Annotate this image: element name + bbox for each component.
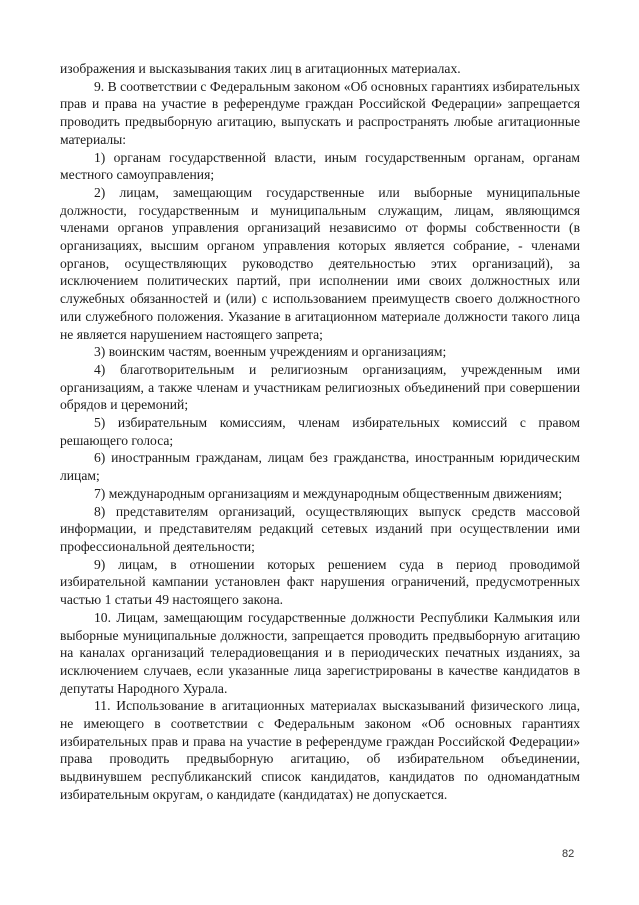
paragraph-subitem-2: 2) лицам, замещающим государственные или выборные муниципальные должности, государственным и муниципальным служащим, лицам, являющимся членами органов управления организаций независимо от формы собственности (в организациях, высшим органом управления которых является собрание, - членами органов, осуществляющих руководство деятельностью этих организаций), за исключением политических партий, при исполнении ими своих должностных или служебных обязанностей и (или) с использованием преимуществ своего должностного или служебного положения. Указание в агитационном материале должности такого лица не является нарушением настоящего запрета; xyxy=(60,184,580,342)
paragraph-subitem-9: 9) лицам, в отношении которых решением суда в период проводимой избирательной кампании установлен факт нарушения ограничений, предусмотренных частью 1 статьи 49 настоящего закона. xyxy=(60,556,580,608)
page-number: 82 xyxy=(562,848,575,860)
paragraph-subitem-3: 3) воинским частям, военным учреждениям и организациям; xyxy=(94,344,447,360)
paragraph-subitem-8: 8) представителям организаций, осуществляющих выпуск средств массовой информации, и представителям редакций сетевых изданий при осуществлении ими профессиональной деятельности; xyxy=(60,503,580,554)
paragraph-subitem-1: 1) органам государственной власти, иным государственным органам, органам местного самоуправления; xyxy=(60,149,580,183)
paragraph-subitem-5: 5) избирательным комиссиям, членам избирательных комиссий с правом решающего голоса; xyxy=(60,415,580,448)
paragraph-item-11: 11. Использование в агитационных материалах высказываний физического лица, не имеющего в соответствии с Федеральным законом «Об основных гарантиях избирательных прав и права на участие в референдуме граждан Российской Федерации» права проводить предвыборную агитацию, об избирательном объединении, выдвинувшем республиканский список кандидатов, кандидатов по одномандатным избирательным округам, о кандидате (кандидатах) не допускается. xyxy=(60,698,580,802)
paragraph-subitem-7: 7) международным организациям и международным общественным движениям; xyxy=(94,485,563,501)
paragraph-continuation: изображения и высказывания таких лиц в агитационных материалах. xyxy=(60,61,461,76)
paragraph-item-9: 9. В соответствии с Федеральным законом «Об основных гарантиях избирательных прав и права на участие в референдуме граждан Российской Федерации» запрещается проводить предвыборную агитацию, выпускать и распространять любые агитационные материалы: xyxy=(60,78,580,147)
paragraph-subitem-6: 6) иностранным гражданам, лицам без гражданства, иностранным юридическим лицам; xyxy=(60,450,580,484)
paragraph-item-10: 10. Лицам, замещающим государственные должности Республики Калмыкия или выборные муниципальные должности, запрещается проводить предвыборную агитацию на каналах организаций телерадиовещания и в периодических печатных изданиях, за исключением случаев, если указанные лица зарегистрированы в качестве кандидатов в депутаты Народного Хурала. xyxy=(60,609,580,696)
document-body xyxy=(60,60,580,804)
paragraph-subitem-4: 4) благотворительным и религиозным организациям, учрежденным ими организациям, а также членам и участникам религиозных объединений при совершении обрядов и церемоний; xyxy=(60,361,580,413)
